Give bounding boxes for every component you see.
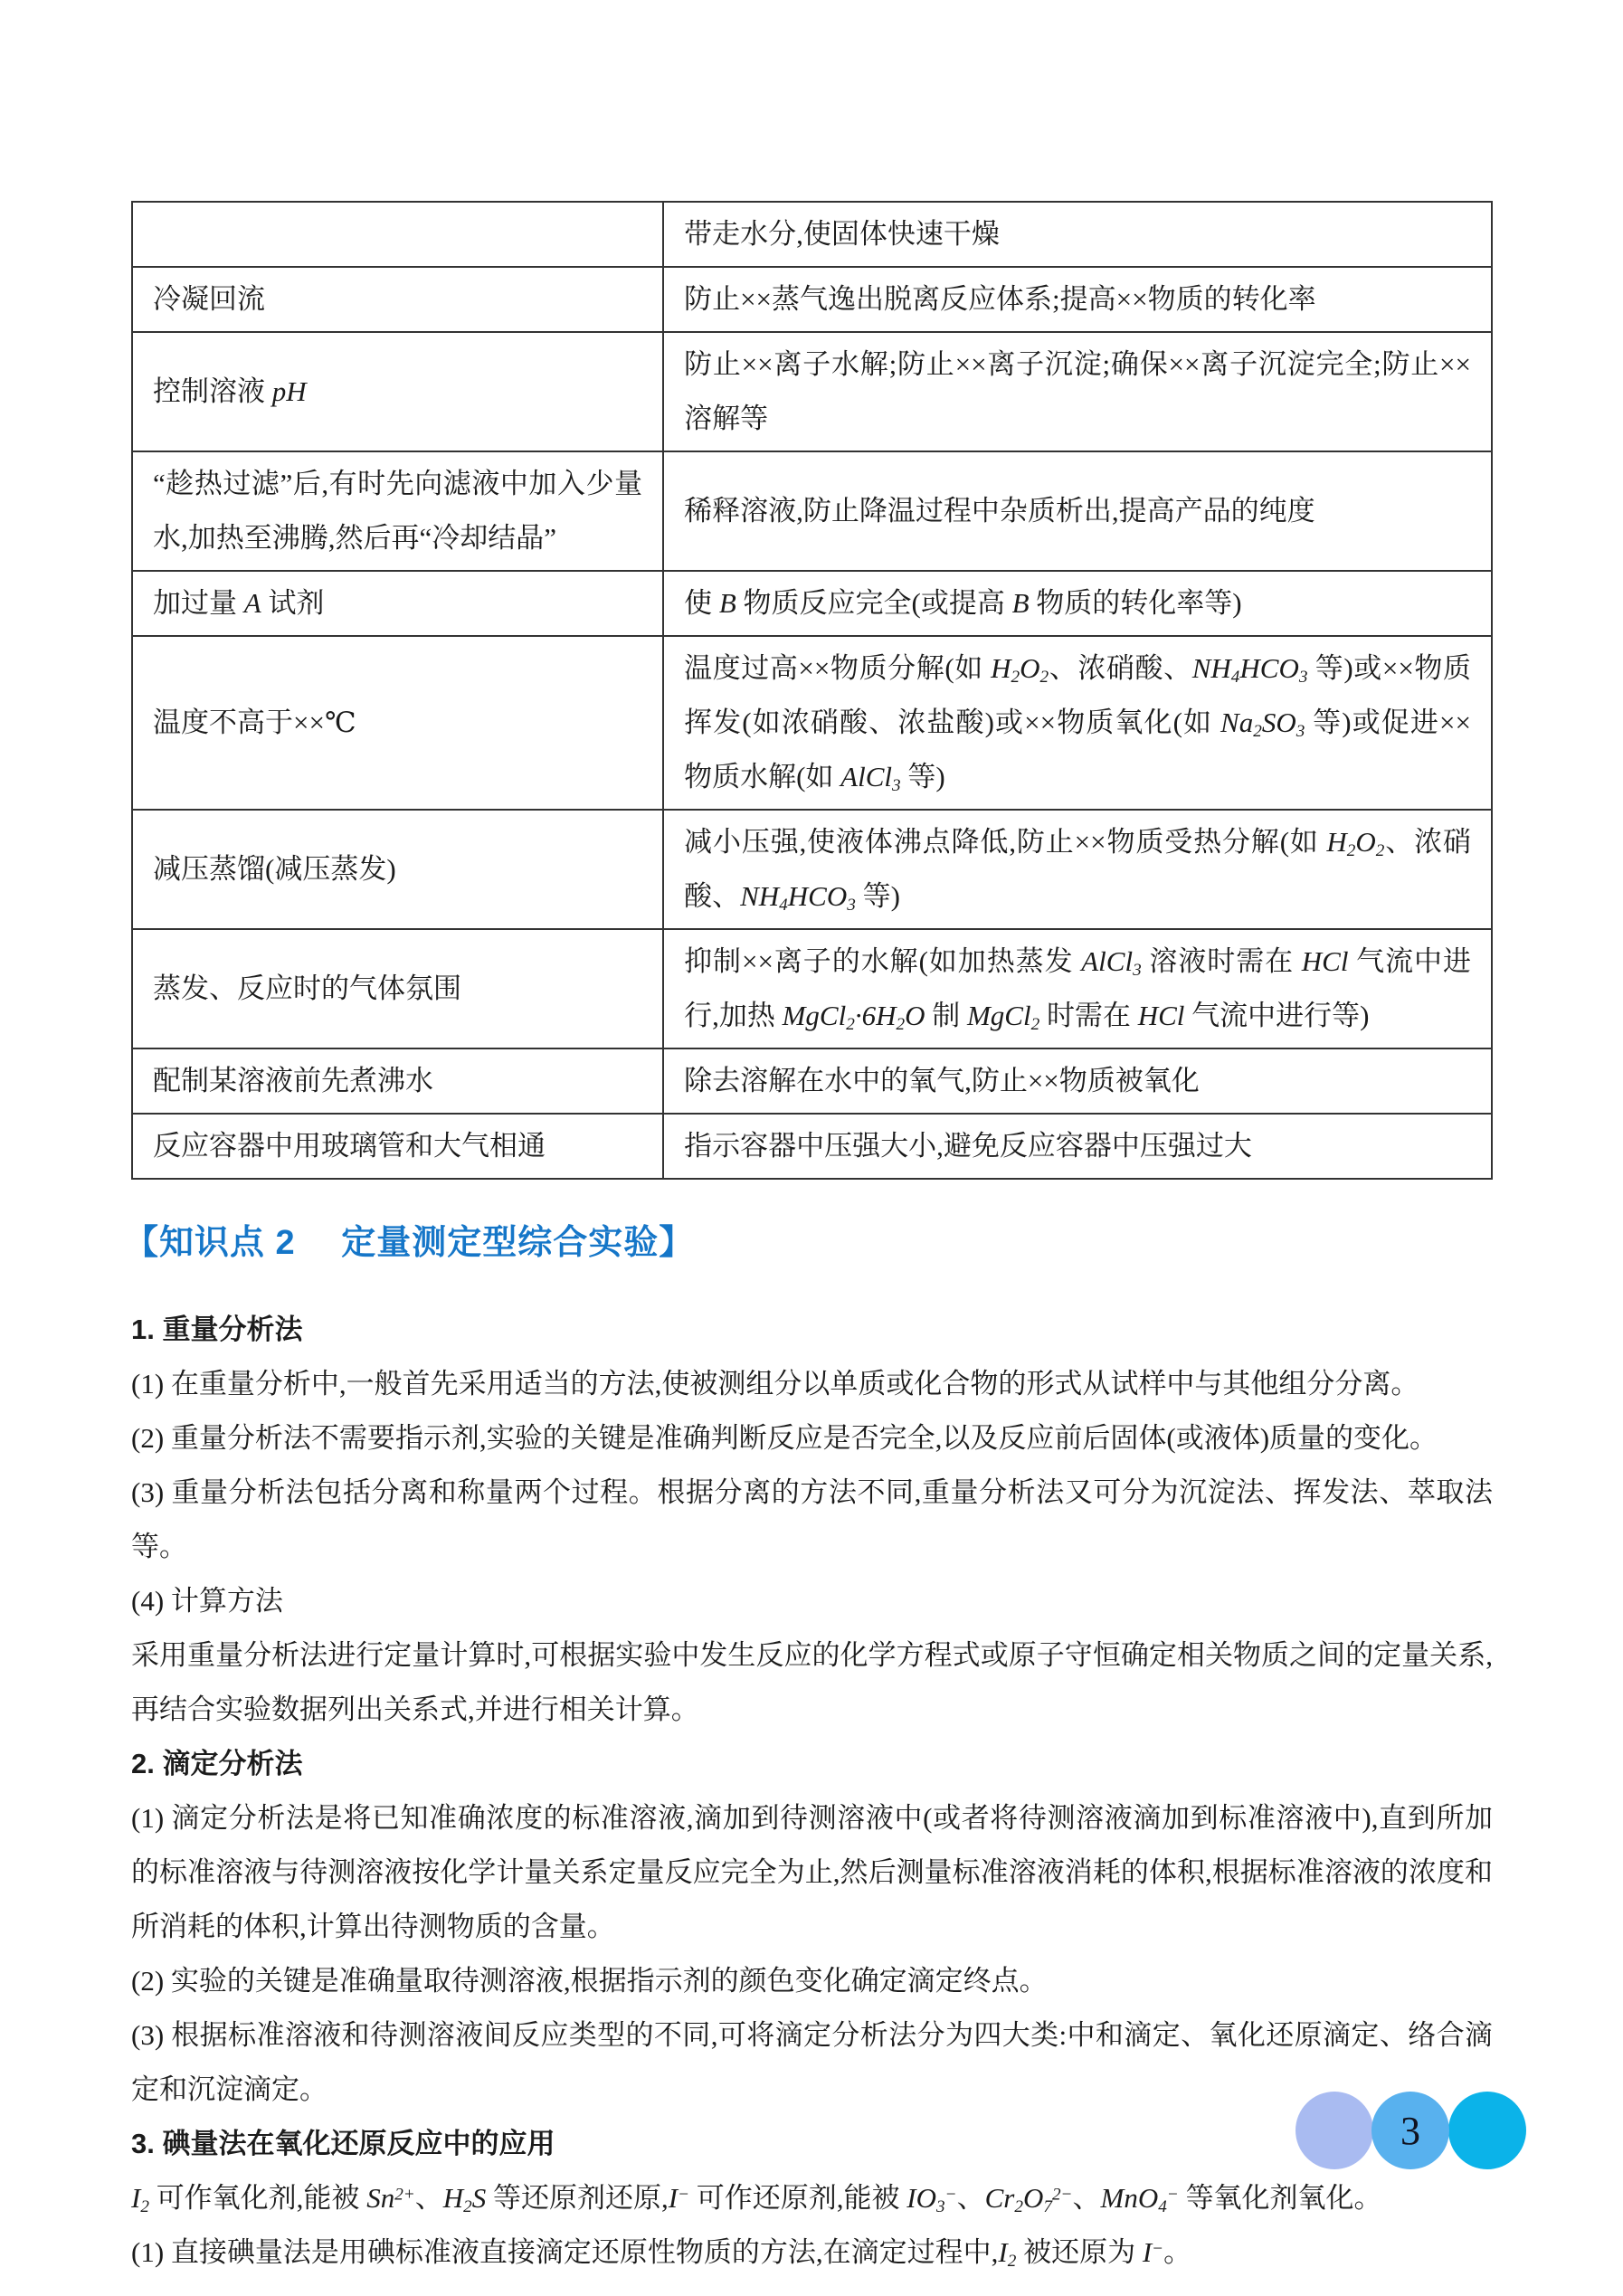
page-content	[124, 201, 1493, 2280]
superscript: 2−	[1051, 2185, 1073, 2205]
paragraph: 采用重量分析法进行定量计算时,可根据实验中发生反应的化学方程式或原子守恒确定相关物质之间的定量关系,再结合实验数据列出关系式,并进行相关计算。	[131, 1639, 1493, 1725]
purpose-cell: 防止××离子水解;防止××离子沉淀;确保××离子沉淀完全;防止××溶解等	[663, 332, 1492, 451]
italic-text: A	[243, 587, 261, 619]
paragraph: (3) 重量分析法包括分离和称量两个过程。根据分离的方法不同,重量分析法又可分为沉淀法、挥发法、萃取法等。	[131, 1476, 1493, 1562]
table-row	[132, 636, 1492, 810]
operation-cell: 反应容器中用玻璃管和大气相通	[132, 1114, 663, 1179]
paragraph: (3) 根据标准溶液和待测溶液间反应类型的不同,可将滴定分析法分为四大类:中和滴定、氧化还原滴定、络合滴定和沉淀滴定。	[131, 2019, 1493, 2105]
purpose-cell: 减小压强,使液体沸点降低,防止××物质受热分解(如 $H_2O_2$、浓硝酸、$NH_4HCO_3$ 等)	[663, 810, 1492, 929]
subscript: 2	[896, 1014, 906, 1034]
superscript: −	[1152, 2239, 1164, 2259]
italic-text: Sn	[366, 2182, 395, 2214]
subscript: 2	[1253, 721, 1262, 741]
operation-cell: “趁热过滤”后,有时先向滤液中加入少量水,加热至沸腾,然后再“冷却结晶”	[132, 451, 663, 571]
italic-text: Na	[1220, 707, 1254, 738]
table-row	[132, 1114, 1492, 1179]
purpose-cell: 除去溶解在水中的氧气,防止××物质被氧化	[663, 1048, 1492, 1114]
sub-heading: 1. 重量分析法	[131, 1314, 303, 1345]
subscript: 7	[1043, 2196, 1052, 2216]
purpose-cell: 稀释溶液,防止降温过程中杂质析出,提高产品的纯度	[663, 451, 1492, 571]
subscript: 3	[936, 2196, 945, 2216]
subscript: 2	[1011, 667, 1020, 687]
italic-text: O	[1355, 826, 1376, 858]
italic-text: I	[668, 2182, 679, 2214]
subscript: 4	[1230, 667, 1240, 687]
italic-text: O	[1022, 2182, 1044, 2214]
table-row	[132, 929, 1492, 1048]
italic-text: NH	[740, 880, 780, 912]
paragraph: (1) 直接碘量法是用碘标准液直接滴定还原性物质的方法,在滴定过程中$,I_2$ 被还原为 I−。	[131, 2236, 1192, 2271]
table-row	[132, 1048, 1492, 1114]
table-body	[132, 202, 1492, 1179]
italic-text: I	[1142, 2236, 1153, 2268]
paragraph: (1) 滴定分析法是将已知准确浓度的标准溶液,滴加到待测溶液中(或者将待测溶液滴加到标准溶液中),直到所加的标准溶液与待测溶液按化学计量关系定量反应完全为止,然后测量标准溶液消耗的体积,根据标准溶液的浓度和所消耗的体积,计算出待测物质的含量。	[131, 1802, 1493, 1942]
purpose-cell: 使 B 物质反应完全(或提高 B 物质的转化率等)	[663, 571, 1492, 636]
page-number: 3	[1400, 2108, 1420, 2153]
italic-text: H	[442, 2182, 464, 2214]
subscript: 2	[1375, 840, 1385, 860]
italic-text: NH	[1191, 652, 1231, 684]
subscript: 3	[1296, 721, 1305, 741]
subscript: 3	[1133, 960, 1142, 980]
purpose-cell: 抑制××离子的水解(如加热蒸发 AlCl$_3$ 溶液时需在 HCl 气流中进行,加热 $MgCl_2\cdot 6H_2O$ 制 MgCl$_2$ 时需在 HCl 气流中进行等)	[663, 929, 1492, 1048]
operation-cell: 加过量 A 试剂	[132, 571, 663, 636]
table-row	[132, 202, 1492, 267]
italic-text: H	[876, 1000, 897, 1031]
purpose-cell: 带走水分,使固体快速干燥	[663, 202, 1492, 267]
italic-text: HCO	[787, 880, 848, 912]
italic-text: MgCl	[966, 1000, 1031, 1031]
italic-text: ·6	[854, 1000, 877, 1031]
footer-circle-right	[1448, 2092, 1526, 2169]
italic-text: H	[991, 652, 1011, 684]
paragraph: $I_2$ 可作氧化剂,能被 $Sn^{2+}$、$H_2S$ 等还原剂还原,I− 可作还原剂,能被 $IO_3^-$、$Cr_2O_7^{2-}$、MnO$_4$− 等氧化剂氧化。	[131, 2182, 1382, 2216]
sub-heading: 3. 碘量法在氧化还原反应中的应用	[131, 2128, 555, 2159]
italic-text: MgCl	[782, 1000, 847, 1031]
paragraph: (2) 实验的关键是准确量取待测溶液,根据指示剂的颜色变化确定滴定终点。	[131, 1965, 1048, 1997]
italic-text: HCl	[1301, 945, 1349, 977]
subscript: 3	[847, 895, 856, 915]
italic-text: MnO	[1100, 2182, 1159, 2214]
paragraph: (4) 计算方法	[131, 1585, 283, 1617]
page-footer	[1296, 2092, 1531, 2169]
subscript: 2	[463, 2196, 472, 2216]
paragraph: (1) 在重量分析中,一般首先采用适当的方法,使被测组分以单质或化合物的形式从试样中与其他组分分离。	[131, 1368, 1419, 1399]
superscript: 2+	[394, 2185, 415, 2205]
table-row	[132, 267, 1492, 332]
subscript: 2	[1030, 1014, 1040, 1034]
operation-cell: 减压蒸馏(减压蒸发)	[132, 810, 663, 929]
subscript: 4	[779, 895, 788, 915]
italic-text: IO	[906, 2182, 937, 2214]
italic-text: HCl	[1137, 1000, 1185, 1031]
italic-text: B	[1011, 587, 1030, 619]
footer-circle-middle	[1371, 2092, 1449, 2169]
italic-text: O	[1020, 652, 1040, 684]
purpose-cell: 指示容器中压强大小,避免反应容器中压强过大	[663, 1114, 1492, 1179]
operation-cell: 控制溶液 pH	[132, 332, 663, 451]
italic-text: SO	[1261, 707, 1296, 738]
subscript: 2	[1014, 2196, 1023, 2216]
paragraph: (2) 重量分析法不需要指示剂,实验的关键是准确判断反应是否完全,以及反应前后固体(或液体)质量的变化。	[131, 1422, 1438, 1454]
knowledge-point-heading: 【知识点 2 定量测定型综合实验】	[124, 1224, 695, 1262]
subscript: 2	[140, 2196, 149, 2216]
operations-purpose-table	[131, 201, 1493, 1180]
operation-cell: 蒸发、反应时的气体氛围	[132, 929, 663, 1048]
italic-text: HCO	[1239, 652, 1299, 684]
table-row	[132, 571, 1492, 636]
operation-cell: 配制某溶液前先煮沸水	[132, 1048, 663, 1114]
italic-text: I	[131, 2182, 141, 2214]
subscript: 4	[1158, 2196, 1167, 2216]
subscript: 3	[892, 775, 901, 795]
italic-text: AlCl	[1081, 945, 1134, 977]
italic-text: H	[1326, 826, 1347, 858]
subscript: 3	[1298, 667, 1308, 687]
purpose-cell: 防止××蒸气逸出脱离反应体系;提高××物质的转化率	[663, 267, 1492, 332]
italic-text: Cr	[984, 2182, 1015, 2214]
sub-heading: 2. 滴定分析法	[131, 1748, 303, 1779]
italic-text: B	[718, 587, 736, 619]
operation-cell	[132, 202, 663, 267]
subscript: 2	[846, 1014, 855, 1034]
superscript: −	[1166, 2185, 1179, 2205]
operation-cell: 冷凝回流	[132, 267, 663, 332]
italic-text: pH	[271, 375, 307, 407]
footer-circle-left	[1296, 2092, 1373, 2169]
italic-text: AlCl	[840, 761, 892, 792]
table-row	[132, 451, 1492, 571]
table-row	[132, 332, 1492, 451]
italic-text: I	[998, 2236, 1008, 2268]
superscript: −	[678, 2185, 690, 2205]
italic-text: S	[471, 2182, 487, 2214]
purpose-cell: 温度过高××物质分解(如 $H_2O_2$、浓硝酸、$NH_4HCO_3$ 等)或××物质挥发(如浓硝酸、浓盐酸)或××物质氧化(如 $Na_2SO_3$ 等)或促进××物质水解(如 AlCl$_3$ 等)	[663, 636, 1492, 810]
superscript: −	[944, 2185, 957, 2205]
operation-cell: 温度不高于××℃	[132, 636, 663, 810]
italic-text: O	[905, 1000, 925, 1031]
table-row	[132, 810, 1492, 929]
subscript: 2	[1039, 667, 1049, 687]
body-paragraphs	[131, 1303, 1493, 2280]
subscript: 2	[1346, 840, 1356, 860]
subscript: 2	[1007, 2251, 1017, 2271]
